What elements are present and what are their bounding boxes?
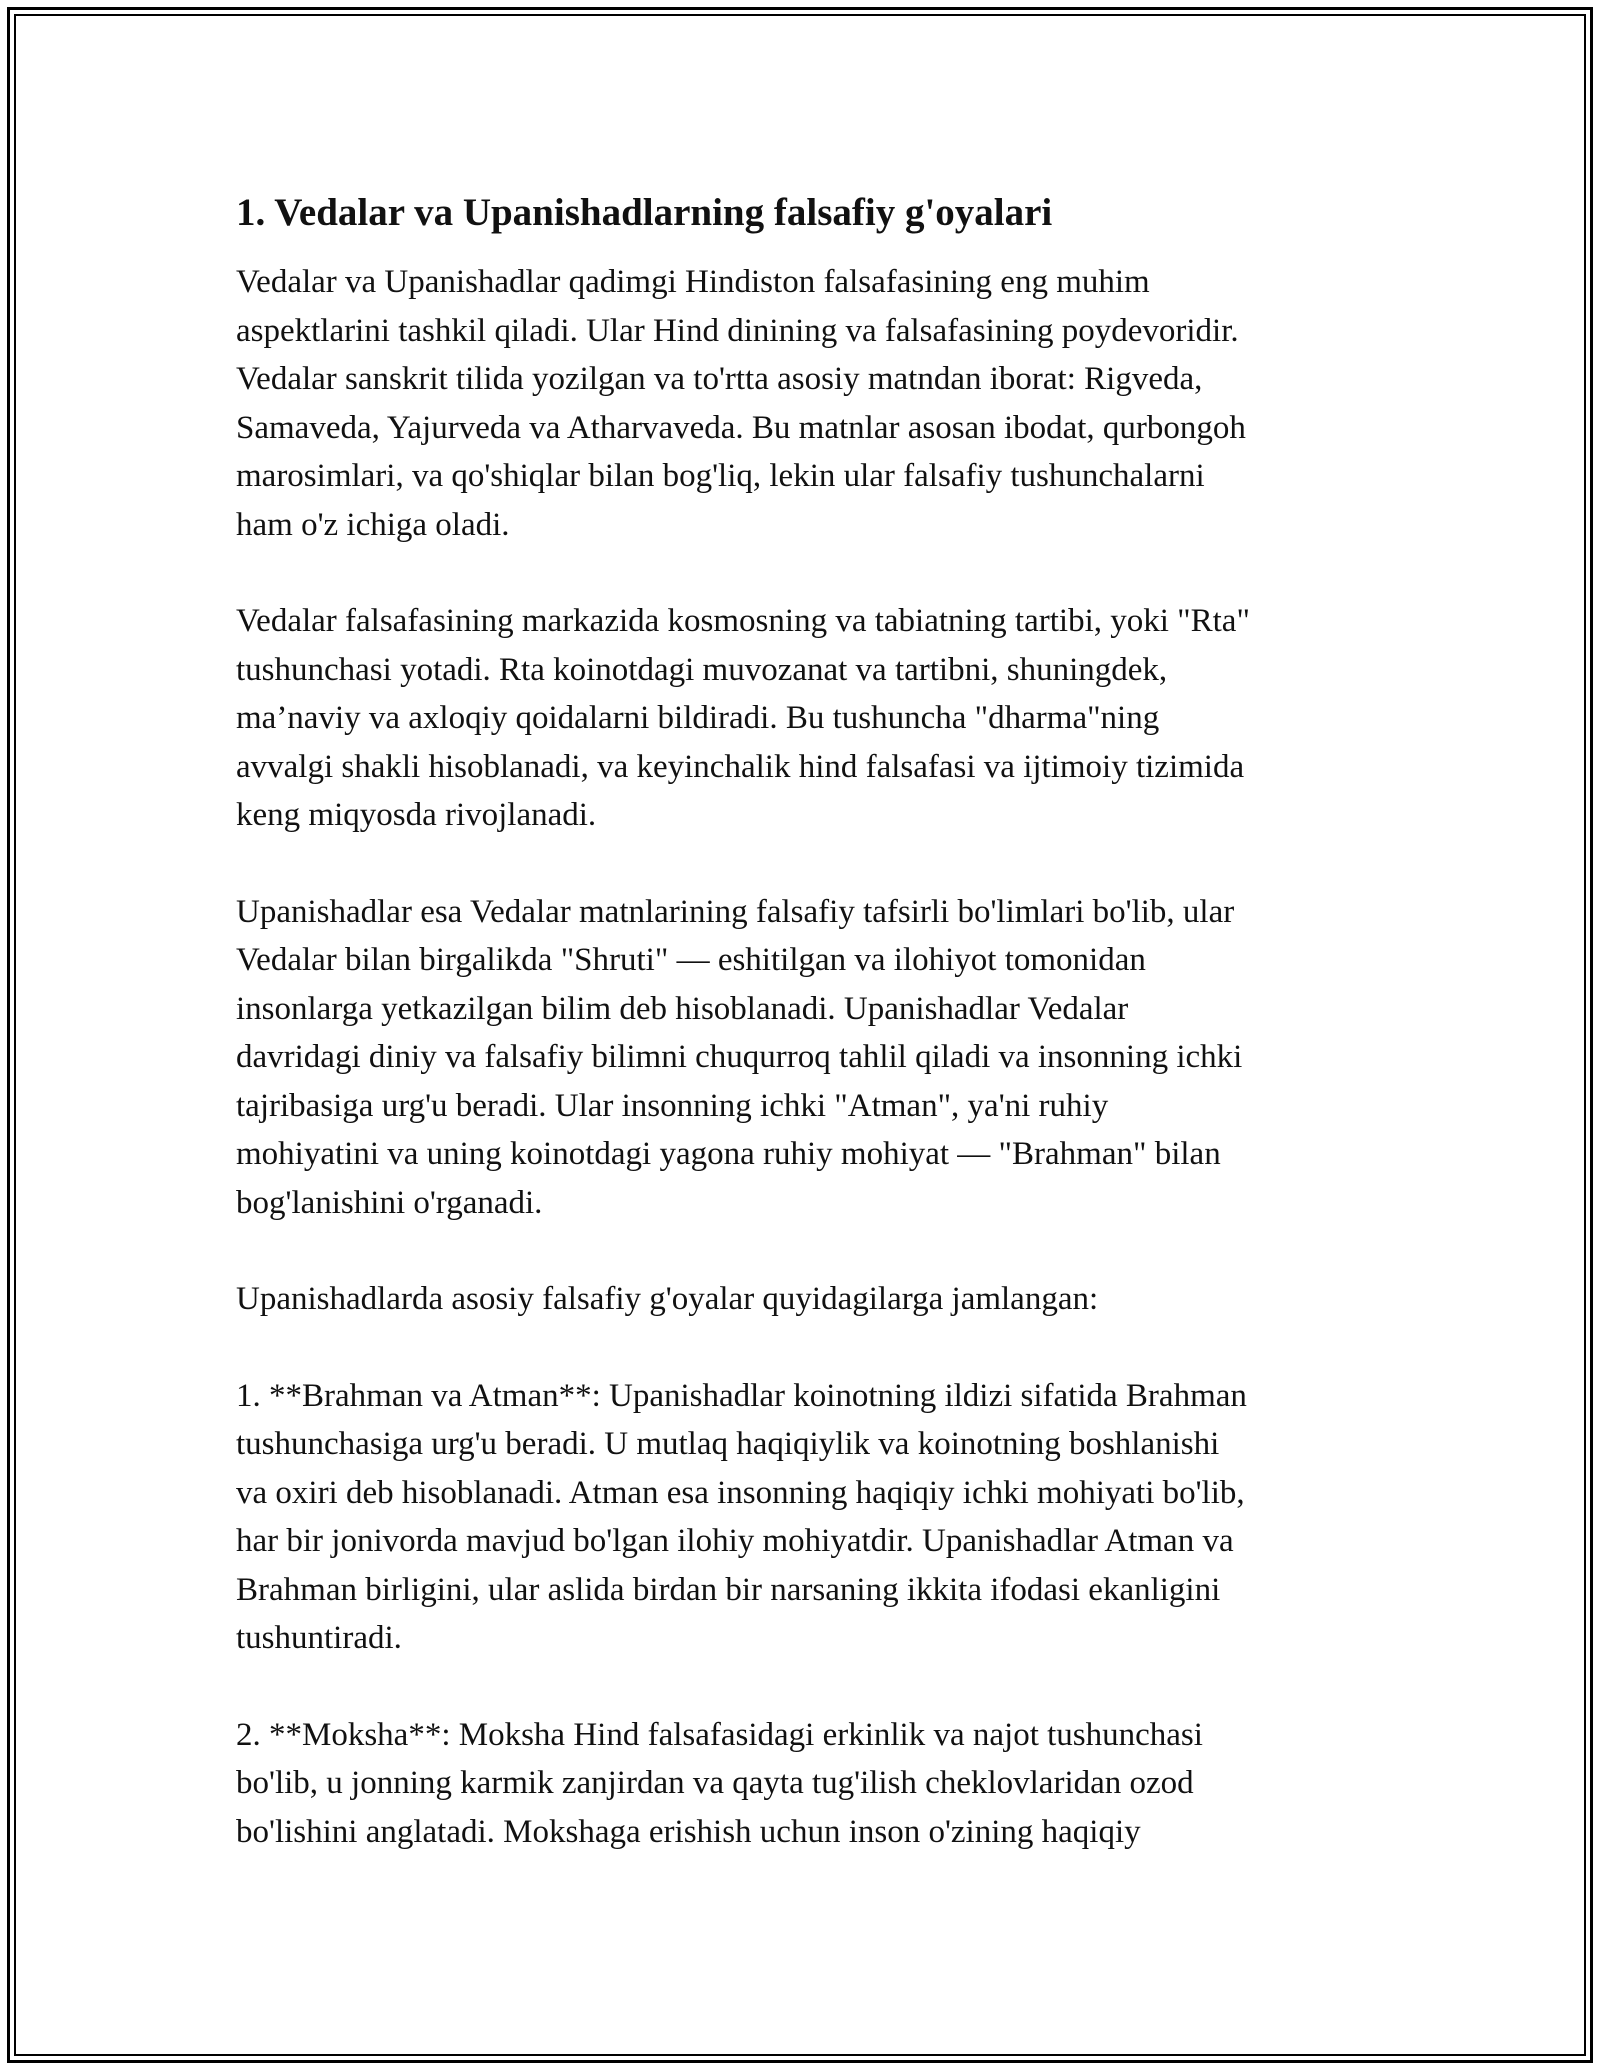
- paragraph-brahman-atman: 1. **Brahman va Atman**: Upanishadlar koinotning ildizi sifatida Brahman tushunchasiga urg'u beradi. U mutlaq haqiqiylik va koinotning boshlanishi va oxiri deb hisoblanadi. Atman esa insonning haqiqiy ichki mohiyati bo'lib, har bir jonivorda mavjud bo'lgan ilohiy mohiyatdir. Upanishadlar Atman va Brahman birligini, ular aslida birdan bir narsaning ikkita ifodasi ekanligini tushuntiradi.: [236, 1377, 1247, 1656]
- paragraph-moksha: 2. **Moksha**: Moksha Hind falsafasidagi erkinlik va najot tushunchasi bo'lib, u jonning karmik zanjirdan va qayta tug'ilish cheklovlaridan ozod bo'lishini anglatadi. Mokshaga erishish uchun inson o'zining haqiqiy: [236, 1716, 1203, 1850]
- section-heading: 1. Vedalar va Upanishadlarning falsafiy g'oyalari: [236, 191, 1053, 234]
- paragraph-main-ideas: Upanishadlarda asosiy falsafiy g'oyalar quyidagilarga jamlangan:: [236, 1281, 1099, 1317]
- paragraph-vedas-intro: Vedalar va Upanishadlar qadimgi Hindiston falsafasining eng muhim aspektlarini tashkil qiladi. Ular Hind dinining va falsafasining poydevoridir. Vedalar sanskrit tilida yozilgan va to'rtta asosiy matndan iborat: Rigveda, Samaveda, Yajurveda va Atharvaveda. Bu matnlar asosan ibodat, qurbongoh marosimlari, va qo'shiqlar bilan bog'liq, lekin ular falsafiy tushunchalarni ham o'z ichiga oladi.: [236, 264, 1246, 543]
- paragraph-upanishads: Upanishadlar esa Vedalar matnlarining falsafiy tafsirli bo'limlari bo'lib, ular Vedalar bilan birgalikda "Shruti" — eshitilgan va ilohiyot tomonidan insonlarga yetkazilgan bilim deb hisoblanadi. Upanishadlar Vedalar davridagi diniy va falsafiy bilimni chuqurroq tahlil qiladi va insonning ichki tajribasiga urg'u beradi. Ular insonning ichki "Atman", ya'ni ruhiy mohiyatini va uning koinotdagi yagona ruhiy mohiyat — "Brahman" bilan bog'lanishini o'rganadi.: [236, 893, 1243, 1221]
- paragraph-rta: Vedalar falsafasining markazida kosmosning va tabiatning tartibi, yoki "Rta" tushunchasi yotadi. Rta koinotdagi muvozanat va tartibni, shuningdek, ma’naviy va axloqiy qoidalarni bildiradi. Bu tushuncha "dharma"ning avvalgi shakli hisoblanadi, va keyinchalik hind falsafasi va ijtimoiy tizimida keng miqyosda rivojlanadi.: [236, 603, 1250, 833]
- document-body: [236, 188, 1376, 1904]
